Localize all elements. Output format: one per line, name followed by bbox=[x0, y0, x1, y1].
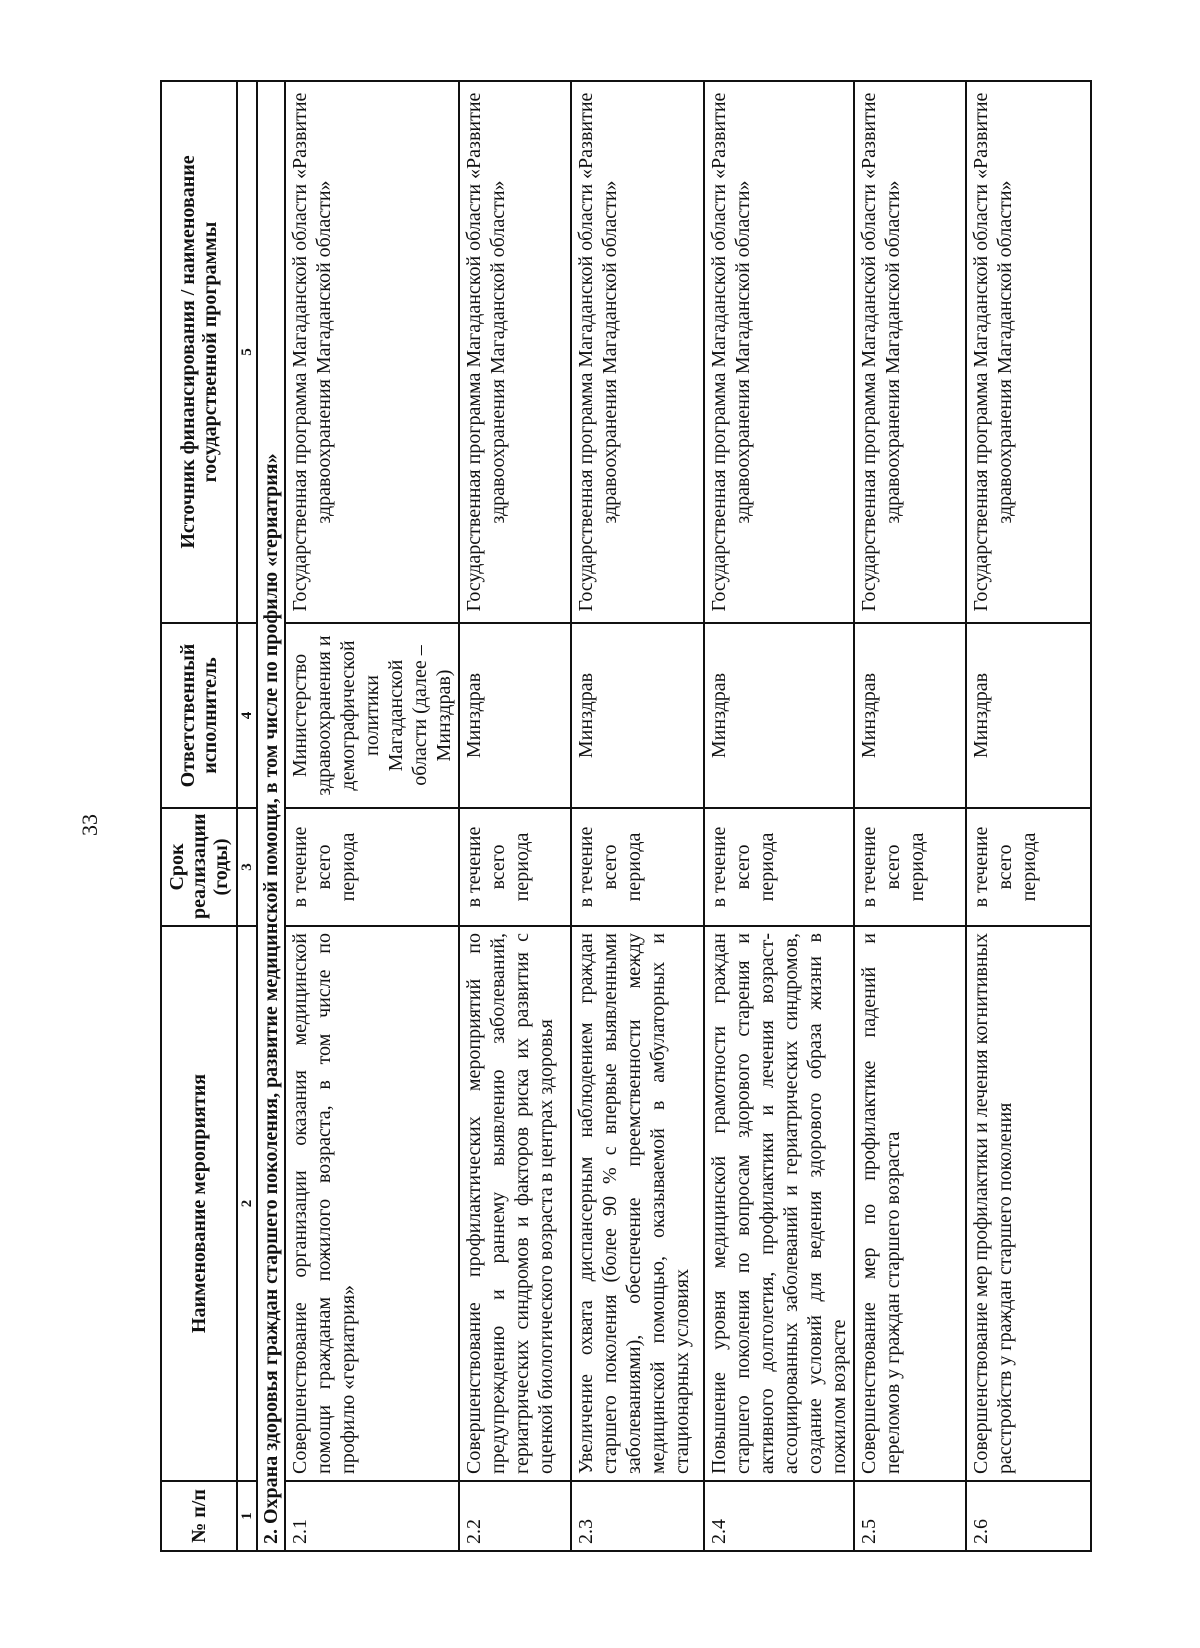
measure-name: Увеличение охвата диспансерным наблюдением граждан старшего поколения (более 90 % с впервые выявленными заболеваниями), обеспечение преемственности между медицинской помощью, оказываемой в амбулаторных и стационарных условиях bbox=[571, 926, 704, 1481]
measure-name: Повышение уровня медицинской грамотности граждан старшего поколения по вопросам здорового старения и активного долголетия, профилактики и лечения возраст-ассоциированных заболеваний и гериатрических синдромов, создание условий для ведения здорового образа жизни в пожилом возрасте bbox=[704, 926, 854, 1481]
header-source: Источник финансирования / наименование государственной программы bbox=[161, 81, 237, 623]
page-number: 33 bbox=[77, 814, 102, 836]
table-row bbox=[854, 81, 966, 1551]
table-row bbox=[966, 81, 1091, 1551]
table-row bbox=[571, 81, 704, 1551]
measure-executor: Минздрав bbox=[571, 623, 704, 808]
table-row bbox=[285, 81, 459, 1551]
measure-executor: Министерство здравоохранения и демографической политики Магаданской области (далее – Минздрав) bbox=[285, 623, 459, 808]
row-number: 2.4 bbox=[704, 1481, 854, 1551]
row-number: 2.2 bbox=[459, 1481, 571, 1551]
measure-source: Государственная программа Магаданской области «Развитие здравоохранения Магаданской области» bbox=[704, 81, 854, 623]
measure-source: Государственная программа Магаданской области «Развитие здравоохранения Магаданской области» bbox=[854, 81, 966, 623]
header-term: Срок реализации (годы) bbox=[161, 808, 237, 926]
header-row bbox=[161, 81, 237, 1551]
row-number: 2.6 bbox=[966, 1481, 1091, 1551]
measure-name: Совершенствование мер по профилактике падений и переломов у граждан старшего возраста bbox=[854, 926, 966, 1481]
row-number: 2.3 bbox=[571, 1481, 704, 1551]
measure-term: в течение всего периода bbox=[571, 808, 704, 926]
measure-term: в течение всего периода bbox=[966, 808, 1091, 926]
row-number: 2.1 bbox=[285, 1481, 459, 1551]
measure-term: в течение всего периода bbox=[285, 808, 459, 926]
section-title: 2. Охрана здоровья граждан старшего поколения, развитие медицинской помощи, в том числе по профилю «гериатрия» bbox=[257, 81, 285, 1551]
column-number: 5 bbox=[237, 81, 257, 623]
measure-source: Государственная программа Магаданской области «Развитие здравоохранения Магаданской области» bbox=[459, 81, 571, 623]
column-number: 4 bbox=[237, 623, 257, 808]
header-num: № п/п bbox=[161, 1481, 237, 1551]
row-number: 2.5 bbox=[854, 1481, 966, 1551]
header-name: Наименование мероприятия bbox=[161, 926, 237, 1481]
measure-term: в течение всего периода bbox=[854, 808, 966, 926]
section-row bbox=[257, 81, 285, 1551]
measure-name: Совершенствование мер профилактики и лечения когнитивных расстройств у граждан старшего поколения bbox=[966, 926, 1091, 1481]
measure-name: Совершенствование профилактических мероприятий по предупреждению и раннему выявлению заболеваний, гериатрических синдромов и факторов риска их развития с оценкой биологического возраста в центрах здоровья bbox=[459, 926, 571, 1481]
measure-executor: Минздрав bbox=[704, 623, 854, 808]
measure-executor: Минздрав bbox=[854, 623, 966, 808]
measure-source: Государственная программа Магаданской области «Развитие здравоохранения Магаданской области» bbox=[571, 81, 704, 623]
column-number: 3 bbox=[237, 808, 257, 926]
measure-name: Совершенствование организации оказания медицинской помощи гражданам пожилого возраста, в том числе по профилю «гериатрия» bbox=[285, 926, 459, 1481]
rotated-table-container bbox=[160, 82, 1065, 1552]
measure-source: Государственная программа Магаданской области «Развитие здравоохранения Магаданской области» bbox=[285, 81, 459, 623]
column-number: 2 bbox=[237, 926, 257, 1481]
measure-term: в течение всего периода bbox=[459, 808, 571, 926]
table-row bbox=[459, 81, 571, 1551]
column-number: 1 bbox=[237, 1481, 257, 1551]
measure-source: Государственная программа Магаданской области «Развитие здравоохранения Магаданской области» bbox=[966, 81, 1091, 623]
measure-term: в течение всего периода bbox=[704, 808, 854, 926]
column-number-row bbox=[237, 81, 257, 1551]
table-row bbox=[704, 81, 854, 1551]
measure-executor: Минздрав bbox=[966, 623, 1091, 808]
header-executor: Ответственный исполнитель bbox=[161, 623, 237, 808]
measures-table bbox=[160, 80, 1092, 1552]
measure-executor: Минздрав bbox=[459, 623, 571, 808]
